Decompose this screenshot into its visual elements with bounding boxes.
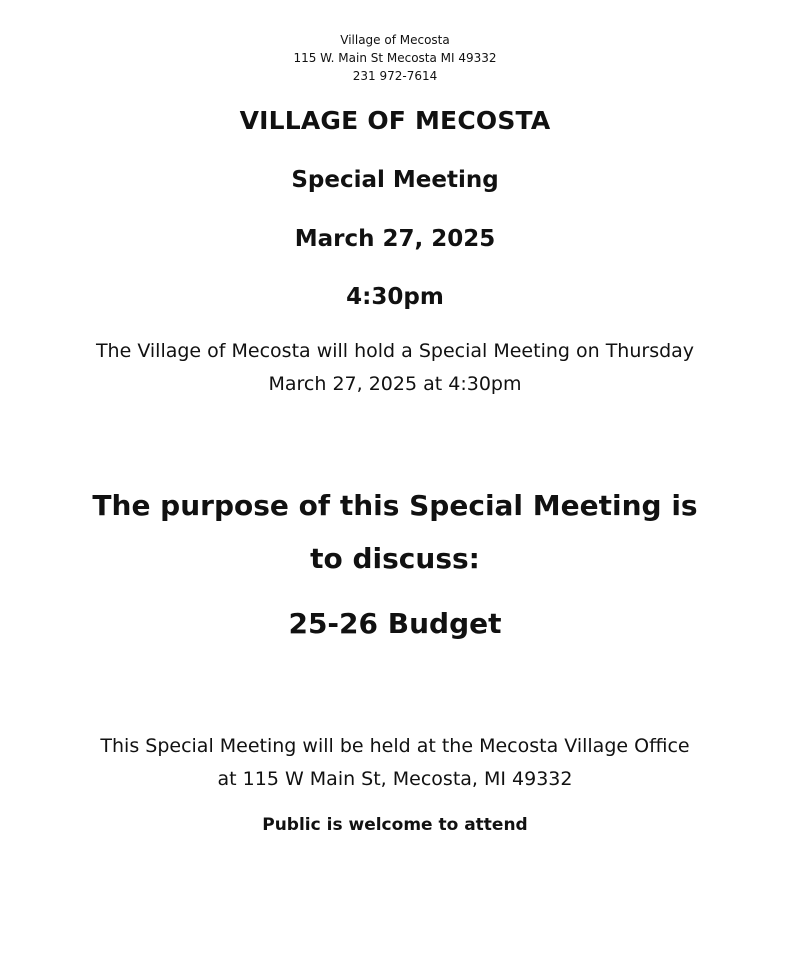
notice-title: VILLAGE OF MECOSTA — [239, 106, 551, 135]
purpose-line-2: to discuss: — [310, 542, 480, 575]
letterhead-address: 115 W. Main St Mecosta MI 49332 — [293, 51, 497, 65]
meeting-time: 4:30pm — [346, 284, 444, 310]
letterhead-name: Village of Mecosta — [340, 33, 450, 47]
meeting-type: Special Meeting — [291, 167, 499, 193]
meeting-date: March 27, 2025 — [294, 226, 496, 252]
purpose-line-1: The purpose of this Special Meeting is — [92, 489, 698, 522]
agenda-item: 25-26 Budget — [288, 607, 502, 640]
public-welcome-note: Public is welcome to attend — [262, 815, 528, 835]
intro-line-2: March 27, 2025 at 4:30pm — [268, 373, 522, 395]
location-line-2: at 115 W Main St, Mecosta, MI 49332 — [217, 768, 573, 790]
location-line-1: This Special Meeting will be held at the Mecosta Village Office — [100, 735, 690, 757]
intro-line-1: The Village of Mecosta will hold a Special Meeting on Thursday — [95, 340, 695, 362]
letterhead-phone: 231 972-7614 — [352, 69, 438, 83]
